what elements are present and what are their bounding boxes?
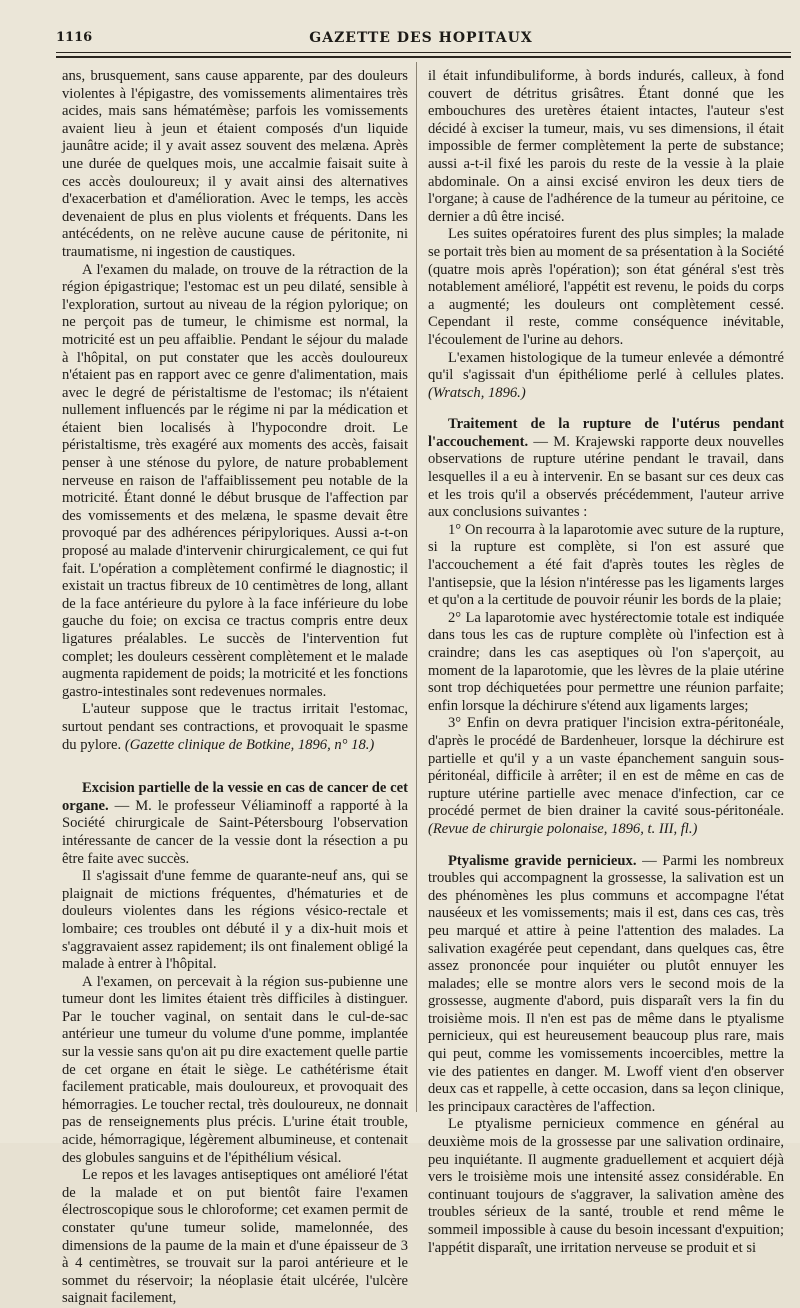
conclusion-item: 3° Enfin on devra pratiquer l'incision extra-péritonéale, d'après le procédé de Bardenheuer, lorsque la déchirure est partielle et qu'il y a un vaste épanchement sanguin sous-péritonéal, difficile à arrêter; il en est de même en cas de rupture utérine partielle avec menace d'infection, car ce procédé permet de bien drainer la cavité sous-péritonéale. (Revue de chirurgie polonaise, 1896, t. III, fl.) (428, 715, 784, 837)
paragraph: Il s'agissait d'une femme de quarante-neuf ans, qui se plaignait de mictions fréquentes, d'hématuries et de douleurs violentes dans les régions vésico-rectale et lombaire; ces troubles ont débuté il y a dix-huit mois et s'aggravaient assez rapidement; ils ont finalement obligé la malade à entrer à l'hôpital. (62, 868, 408, 973)
page-header (56, 26, 786, 50)
paragraph: L'examen histologique de la tumeur enlevée a démontré qu'il s'agissait d'un épithéliome perlé à cellules plates. (Wratsch, 1896.) (428, 349, 784, 401)
article-heading: Traitement de la rupture de l'utérus pendant l'accouchement. — M. Krajewski rapporte deux nouvelles observations de rupture utérine pendant le travail, dans lesquelles il a eu à intervenir. En se basant sur ces deux cas et les trois qu'il a observés précédemment, l'auteur arrive aux conclusions suivantes : (428, 416, 784, 521)
page-number: 1116 (56, 30, 93, 45)
right-column (428, 68, 784, 1257)
citation: (Wratsch, 1896.) (428, 384, 526, 401)
journal-title: GAZETTE DES HOPITAUX (309, 30, 533, 46)
paragraph: Le ptyalisme pernicieux commence en général au deuxième mois de la grossesse par une salivation ordinaire, peu inquiétante. Il augmente graduellement et acquiert déjà vers le troisième mois une intensité assez considérable. En continuant toujours de s'aggraver, la salivation amène des troubles sérieux de la santé, trouble et rend même le sommeil impossible à cause du besoin incessant d'expuition; l'appétit disparaît, une irritation nerveuse se produit et si (428, 1116, 784, 1256)
paragraph: A l'examen, on percevait à la région sus-pubienne une tumeur dont les limites étaient très difficiles à distinguer. Par le toucher vaginal, on sentait dans le cul-de-sac antérieur une tumeur du volume d'une pomme, implantée sur la vessie sans qu'on ait pu dire exactement quelle partie de cet organe en était le siège. Le cathétérisme était facilement praticable, mais douloureux, et provoquait des hémorragies. Le toucher rectal, très douloureux, ne donnait pas de renseignements plus précis. L'urine était trouble, acide, hémorragique, légèrement albumineuse, et contenait des globules sanguins et de l'épithélium vésical. (62, 973, 408, 1166)
citation: (Gazette clinique de Botkine, 1896, n° 18.) (124, 736, 375, 753)
left-column (62, 68, 408, 1308)
paragraph: il était infundibuliforme, à bords indurés, calleux, à fond couvert de détritus grisâtres. Étant donné que les embouchures des uretères étaient intactes, l'auteur s'est décidé à exciser la tumeur, mais, vu ses dimensions, il était impossible de fermer complètement la perte de substance; aussi a-t-il fixé les parois du reste de la vessie à la plaie abdominale. On a ainsi excisé environ les deux tiers de l'organe; à cause de l'adhérence de la tumeur au péritoine, ce dernier a dû être incisé. (428, 68, 784, 225)
heading-text: Traitement de la rupture de l'utérus pendant l'accouchement. (428, 416, 784, 450)
header-rule-thick (56, 56, 791, 58)
article-heading: Excision partielle de la vessie en cas de cancer de cet organe. — M. le professeur Véliaminoff a rapporté à la Société chirurgicale de Saint-Pétersbourg l'observation intéressante de cancer de la vessie dont la résection a pu être faite avec succès. (62, 780, 408, 867)
conclusion-item: 1° On recourra à la laparotomie avec suture de la rupture, si la rupture est complète, si l'on est assuré que l'accouchement a été fait d'après toutes les règles de l'antisepsie, que la lésion n'intéresse pas les ligaments larges et qu'on a la certitude de pouvoir réunir les bords de la plaie; (428, 521, 784, 609)
paragraph: A l'examen du malade, on trouve de la rétraction de la région épigastrique; l'estomac est un peu dilaté, sensible à l'exploration, surtout au niveau de la région pylorique; on ne perçoit pas de tumeur, le chimisme est normal, la motricité est un peu affaiblie. Pendant le séjour du malade à l'hôpital, on put constater que les accès douloureux n'étaient pas en rapport avec ce genre d'alimentation, mais avec le degré de péristaltisme de l'estomac; ils n'étaient nullement influencés par le régime ni par la médication et étaient bien localisés à l'hypocondre droit. Le péristaltisme, très exagéré aux moments des accès, faisait penser à une sténose du pylore, de nature probablement nerveuse en raison de l'affaiblissement peu notable de la motricité. Étant donné le début brusque de l'affection par des vomissements et des melæna, le spasme devait être provoqué par des adhérences péripyloriques. Aussi a-t-on proposé au malade d'intervenir chirurgicalement, ce qui fut fait. L'opération a complètement confirmé le diagnostic; il existait un tractus fibreux de 10 centimètres de long, allant de la face antérieure du pylore à la face inférieure du lobe gauche du foie; on excisa ce tractus compris entre deux ligatures préalables. Le succès de l'intervention fut complet; les douleurs cessèrent complètement et le malade augmenta rapidement de poids; la motricité et les fonctions gastro-intestinales sont redevenues normales. (62, 261, 408, 700)
header-rule (56, 52, 791, 53)
citation: (Revue de chirurgie polonaise, 1896, t. III, fl.) (428, 820, 698, 837)
column-divider (416, 62, 417, 1112)
conclusion-item: 2° La laparotomie avec hystérectomie totale est indiquée dans tous les cas de rupture complète où l'infection est à craindre; dans les cas aseptiques où l'on s'aperçoit, au moment de la laparotomie, que les lèvres de la plaie utérine sont trop déchiquetées pour permettre une réunion parfaite; enfin lorsque la déchirure s'étend aux ligaments larges; (428, 609, 784, 714)
paragraph: L'auteur suppose que le tractus irritait l'estomac, surtout pendant ses contractions, et provoquait le spasme du pylore. (Gazette clinique de Botkine, 1896, n° 18.) (62, 701, 408, 753)
heading-text: Excision partielle de la vessie en cas de cancer de cet organe. (62, 780, 408, 814)
heading-text: Ptyalisme gravide pernicieux. (448, 852, 637, 869)
paragraph: ans, brusquement, sans cause apparente, par des douleurs violentes à l'épigastre, des vomissements alimentaires très acides, mais sans hématémèse; parfois les vomissements avaient lieu à jeun et étaient composés d'un liquide jaunâtre acide; il y avait assez souvent des melæna. Après une durée de quelques mois, une accalmie faisait suite à ces accès douloureux; il y avait ainsi des alternatives d'exacerbation et d'amélioration. Avec le temps, les accès devenaient de plus en plus violents et fréquents. Dans les antécédents, on ne relève aucune cause de péritonite, ni traumatisme, ni ingestion de caustiques. (62, 68, 408, 260)
article-heading: Ptyalisme gravide pernicieux. — Parmi les nombreux troubles qui accompagnent la grossesse, la salivation est un des phénomènes les plus communs et accompagne l'état nauséeux et les vomissements; mais il est, dans ces cas, très peu marqué et attire à peine l'attention des malades. La salivation exagérée peut cependant, dans quelques cas, être assez prononcée pour inquiéter ou plutôt ennuyer les malades; elle se montre alors vers le second mois de la grossesse, augmente d'abord, puis disparaît vers la fin du troisième mois. Il n'en est pas de même dans le ptyalisme pernicieux, qui est heureusement beaucoup plus rare, mais qui peut, comme les vomissements incoercibles, mettre la vie des patientes en danger. M. Lwoff vient d'en observer deux cas et rappelle, à cette occasion, dans sa leçon clinique, les principaux caractères de l'affection. (428, 852, 784, 1115)
paragraph: Les suites opératoires furent des plus simples; la malade se portait très bien au moment de sa présentation à la Société (quatre mois après l'opération); son état général s'est très notablement amélioré, l'appétit est revenu, le poids du corps a augmenté; les douleurs ont complètement cessé. Cependant il reste, comme conséquence inévitable, l'écoulement de l'urine au dehors. (428, 226, 784, 348)
paragraph: Le repos et les lavages antiseptiques ont amélioré l'état de la malade et on put bientôt faire l'examen électroscopique sous le chloroforme; cet examen permit de constater qu'une tumeur solide, mamelonnée, des dimensions de la paume de la main et d'une épaisseur de 3 à 4 centimètres, se trouvait sur la paroi antérieure et le sommet du réservoir; la néoplasie était ulcérée, l'ulcère saignait facilement, (62, 1167, 408, 1307)
